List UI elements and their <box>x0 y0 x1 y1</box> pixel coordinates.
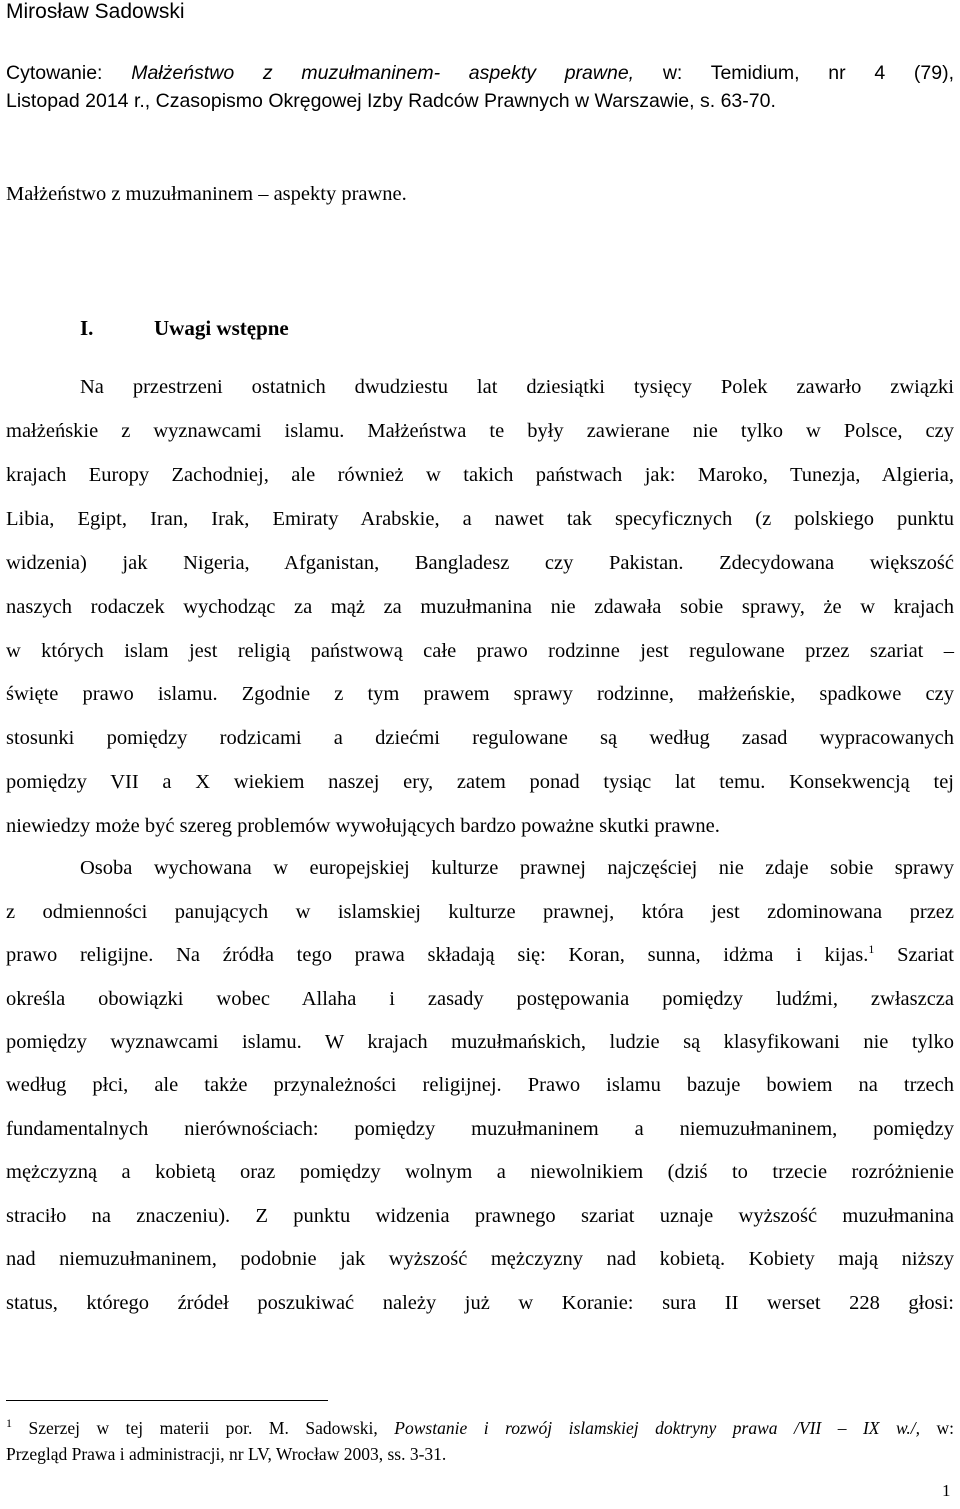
body-line: określa obowiązki wobec Allaha i zasady postępowania pomiędzy ludźmi, zwłaszcza <box>6 988 954 1010</box>
body-line: widzenia) jak Nigeria, Afganistan, Bangladesz czy Pakistan. Zdecydowana większość <box>6 552 954 574</box>
body-line: stosunki pomiędzy rodzicami a dziećmi regulowane są według zasad wypracowanych <box>6 727 954 749</box>
section-title: Uwagi wstępne <box>154 316 289 340</box>
section-number: I. <box>80 316 94 340</box>
footnote-number: 1 <box>6 1416 12 1431</box>
footnote-separator <box>6 1400 328 1401</box>
footnote-line-2: Przegląd Prawa i administracji, nr LV, Wrocław 2003, ss. 3-31. <box>6 1444 447 1464</box>
page-number: 1 <box>942 1481 951 1500</box>
body-line: święte prawo islamu. Zgodnie z tym prawem sprawy rodzinne, małżeńskie, spadkowe czy <box>6 683 954 705</box>
body-line: z odmienności panujących w islamskiej kulturze prawnej, która jest zdominowana przez <box>6 901 954 923</box>
section-heading <box>80 316 289 341</box>
body-line: pomiędzy wyznawcami islamu. W krajach muzułmańskich, ludzie są klasyfikowani nie tylko <box>6 1031 954 1053</box>
citation-line-2: Listopad 2014 r., Czasopismo Okręgowej Izby Radców Prawnych w Warszawie, s. 63-70. <box>6 90 776 112</box>
body-line: nad niemuzułmaninem, podobnie jak wyższość mężczyzny nad kobietą. Kobiety mają niższy <box>6 1248 954 1270</box>
body-line: Na przestrzeni ostatnich dwudziestu lat dziesiątki tysięcy Polek zawarło związki <box>80 376 954 398</box>
citation-label: Cytowanie: <box>6 62 103 84</box>
footnote-reference: 1 <box>868 942 875 957</box>
citation-line-1 <box>6 62 954 85</box>
body-line <box>6 944 954 967</box>
footnote-text-end: w: <box>936 1418 954 1438</box>
body-line: Osoba wychowana w europejskiej kulturze prawnej najczęściej nie zdaje sobie sprawy <box>80 857 954 879</box>
author-name: Mirosław Sadowski <box>6 0 185 23</box>
body-line: status, którego źródeł poszukiwać należy już w Koranie: sura II werset 228 głosi: <box>6 1292 954 1314</box>
body-line: niewiedzy może być szereg problemów wywołujących bardzo poważne skutki prawne. <box>6 815 720 837</box>
footnote-cited-title: Powstanie i rozwój islamskiej doktryny prawa /VII – IX w./, <box>394 1418 920 1438</box>
body-line: małżeńskie z wyznawcami islamu. Małżeństwa te były zawierane nie tylko w Polsce, czy <box>6 420 954 442</box>
body-line: pomiędzy VII a X wiekiem naszej ery, zatem ponad tysiąc lat temu. Konsekwencją tej <box>6 771 954 793</box>
footnote-line-1 <box>6 1418 954 1439</box>
body-line: mężczyzną a kobietą oraz pomiędzy wolnym a niewolnikiem (dziś to trzecie rozróżnienie <box>6 1161 954 1183</box>
body-line: w których islam jest religią państwową całe prawo rodzinne jest regulowane przez szariat – <box>6 640 954 662</box>
citation-source: w: Temidium, nr 4 (79), <box>662 62 955 84</box>
footnote-text: Szerzej w tej materii por. M. Sadowski, <box>28 1418 378 1438</box>
body-line: naszych rodaczek wychodząc za mąż za muzułmanina nie zdawała sobie sprawy, że w krajach <box>6 596 954 618</box>
body-line: straciło na znaczeniu). Z punktu widzenia prawnego szariat uznaje wyższość muzułmanina <box>6 1205 954 1227</box>
body-line: Libia, Egipt, Iran, Irak, Emiraty Arabskie, a nawet tak specyficznych (z polskiego punktu <box>6 508 954 530</box>
body-line-text: prawo religijne. Na źródła tego prawa składają się: Koran, sunna, idżma i kijas. <box>6 944 869 966</box>
body-line-text-end: Szariat <box>897 944 954 966</box>
article-title: Małżeństwo z muzułmaninem – aspekty prawne. <box>6 183 407 205</box>
body-line: krajach Europy Zachodniej, ale również w takich państwach jak: Maroko, Tunezja, Algieria, <box>6 464 954 486</box>
body-line: według płci, ale także przynależności religijnej. Prawo islamu bazuje bowiem na trzech <box>6 1074 954 1096</box>
citation-work-title: Małżeństwo z muzułmaninem- aspekty prawne, <box>131 62 635 84</box>
body-line: fundamentalnych nierównościach: pomiędzy muzułmaninem a niemuzułmaninem, pomiędzy <box>6 1118 954 1140</box>
